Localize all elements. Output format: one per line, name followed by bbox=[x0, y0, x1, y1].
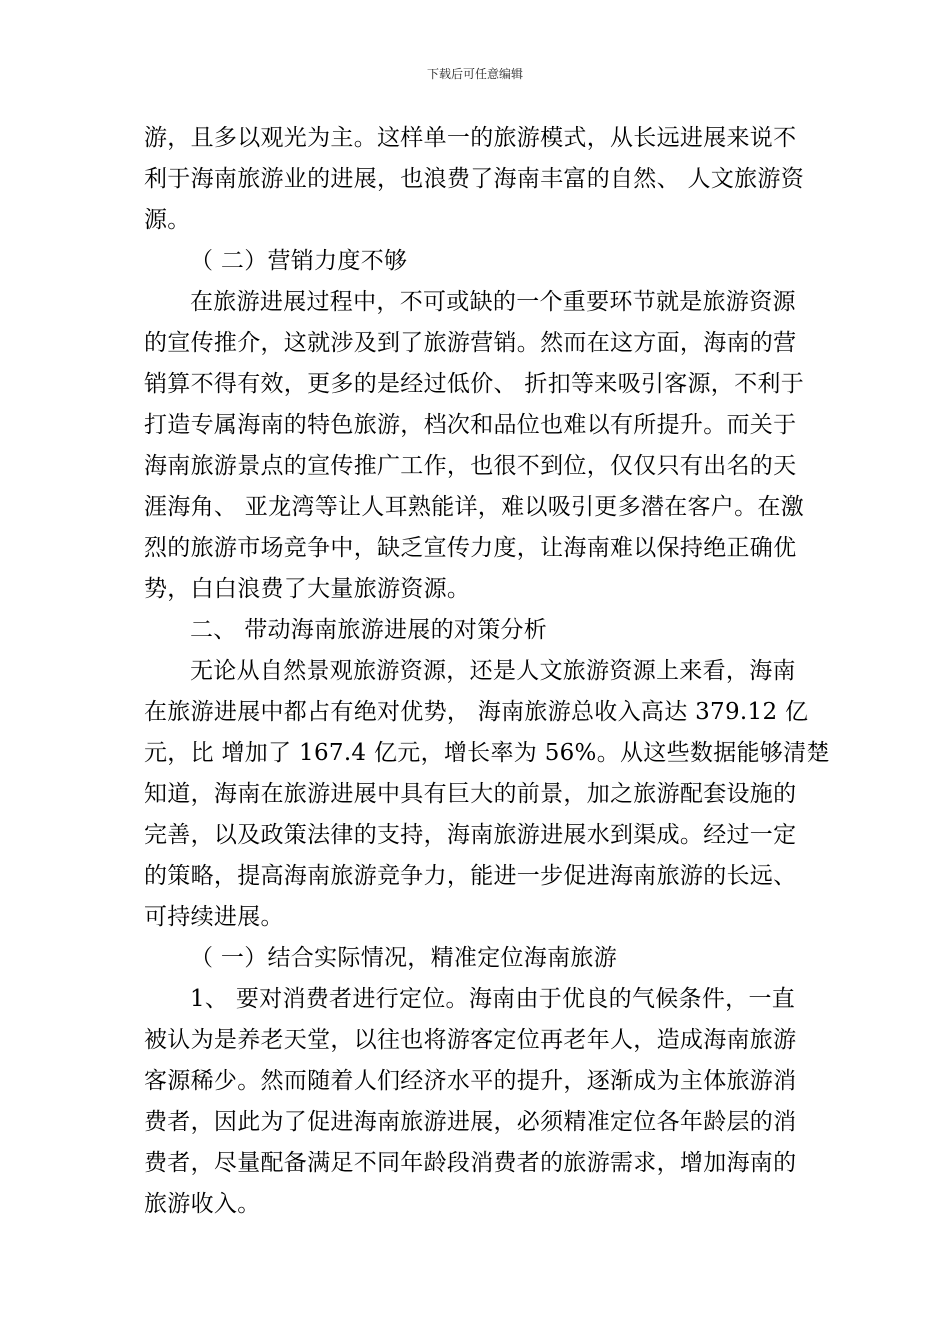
section-heading: （ 一）结合实际情况，精准定位海南旅游 bbox=[190, 945, 618, 971]
text-line: 利于海南旅游业的进展，也浪费了海南丰富的自然、 人文旅游资 bbox=[144, 166, 805, 192]
body-text bbox=[144, 118, 830, 1225]
text-line: 打造专属海南的特色旅游，档次和品位也难以有所提升。而关于 bbox=[144, 412, 797, 438]
section-heading: 二、 带动海南旅游进展的对策分析 bbox=[190, 617, 548, 643]
text-line: 知道，海南在旅游进展中具有巨大的前景，加之旅游配套设施的 bbox=[144, 781, 797, 807]
page-header: 下载后可任意编辑 bbox=[426, 67, 523, 81]
text-line: 无论从自然景观旅游资源，还是人文旅游资源上来看，海南 bbox=[190, 658, 796, 684]
text-line: 客源稀少。然而随着人们经济水平的提升，逐渐成为主体旅游消 bbox=[144, 1068, 797, 1094]
text-line: 被认为是养老天堂，以往也将游客定位再老年人，造成海南旅游 bbox=[144, 1027, 797, 1053]
text-line: 海南旅游景点的宣传推广工作，也很不到位，仅仅只有出名的天 bbox=[144, 453, 797, 479]
text-line: 费者，因此为了促进海南旅游进展，必须精准定位各年龄层的消 bbox=[144, 1109, 797, 1135]
text-line: 元，比 增加了 167.4 亿元，增长率为 56%。从这些数据能够清楚 bbox=[144, 740, 830, 766]
text-line: 在旅游进展过程中，不可或缺的一个重要环节就是旅游资源 bbox=[190, 289, 796, 315]
text-line: 1、 要对消费者进行定位。海南由于优良的气候条件，一直 bbox=[190, 986, 796, 1012]
text-line: 可持续进展。 bbox=[144, 904, 284, 930]
text-line: 费者，尽量配备满足不同年龄段消费者的旅游需求，增加海南的 bbox=[144, 1150, 797, 1176]
text-line: 旅游收入。 bbox=[144, 1191, 261, 1217]
text-line: 烈的旅游市场竞争中，缺乏宣传力度，让海南难以保持绝正确优 bbox=[144, 535, 797, 561]
section-heading: （ 二）营销力度不够 bbox=[190, 248, 408, 274]
text-line: 游，且多以观光为主。这样单一的旅游模式，从长远进展来说不 bbox=[144, 125, 797, 151]
text-line: 完善，以及政策法律的支持，海南旅游进展水到渠成。经过一定 bbox=[144, 822, 797, 848]
text-line: 销算不得有效，更多的是经过低价、 折扣等来吸引客源，不利于 bbox=[144, 371, 805, 397]
text-line: 涯海角、 亚龙湾等让人耳熟能详，难以吸引更多潜在客户。在激 bbox=[144, 494, 805, 520]
text-line: 的策略，提高海南旅游竞争力，能进一步促进海南旅游的长远、 bbox=[144, 863, 797, 889]
text-line: 源。 bbox=[144, 207, 191, 233]
text-line: 势，白白浪费了大量旅游资源。 bbox=[144, 576, 471, 602]
text-line: 在旅游进展中都占有绝对优势， 海南旅游总收入高达 379.12 亿 bbox=[144, 699, 809, 725]
text-line: 的宣传推介，这就涉及到了旅游营销。然而在这方面，海南的营 bbox=[144, 330, 797, 356]
